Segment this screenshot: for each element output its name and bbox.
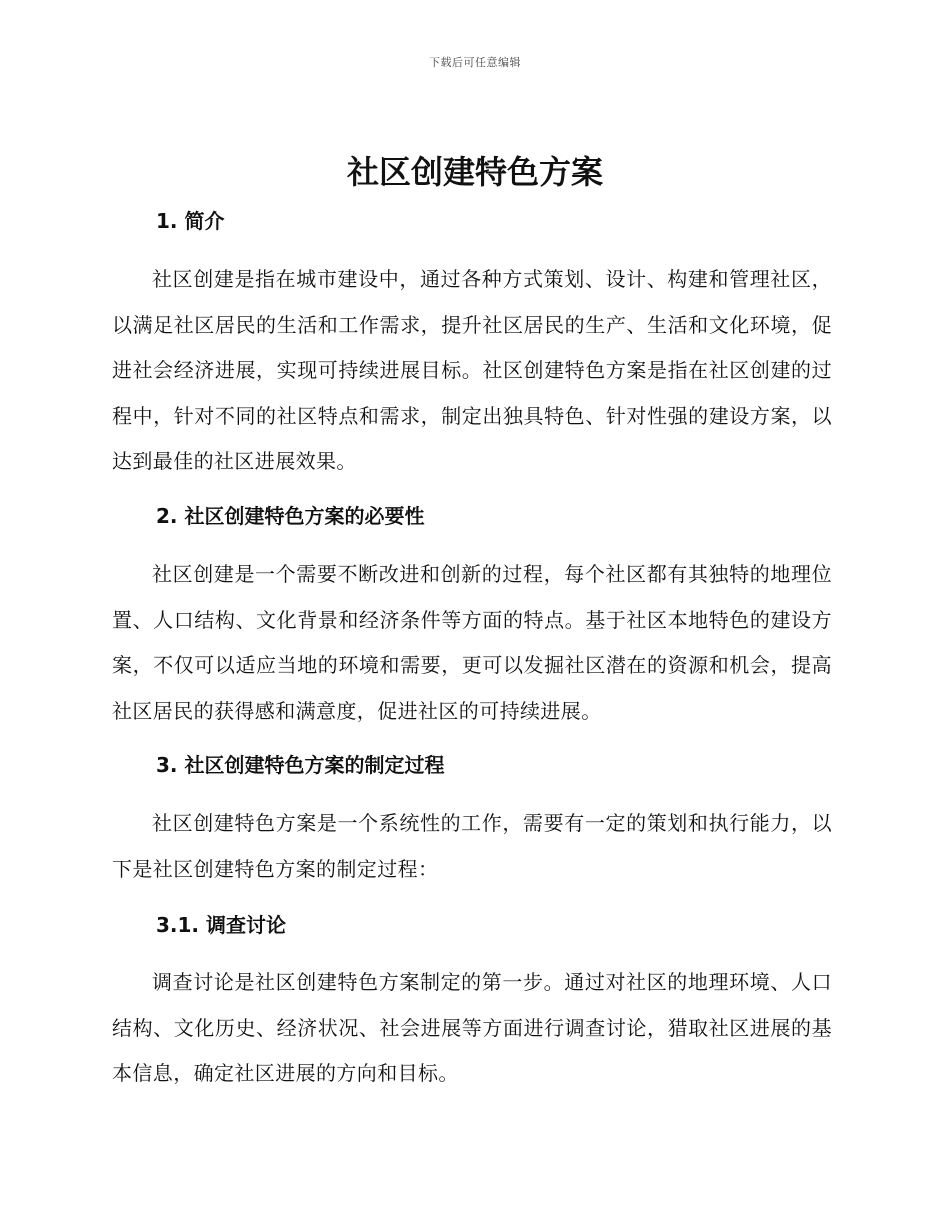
section-paragraph-necessity: 社区创建是一个需要不断改进和创新的过程，每个社区都有其独特的地理位置、人口结构、文化背景和经济条件等方面的特点。基于社区本地特色的建设方案，不仅可以适应当地的环境和需要，更可以发掘社区潜在的资源和机会，提高社区居民的获得感和满意度，促进社区的可持续进展。	[112, 562, 832, 723]
section-paragraph-process: 社区创建特色方案是一个系统性的工作，需要有一定的策划和执行能力，以下是社区创建特色方案的制定过程：	[112, 811, 832, 881]
section-heading-necessity: 2. 社区创建特色方案的必要性	[156, 504, 425, 528]
section-paragraph-survey: 调查讨论是社区创建特色方案制定的第一步。通过对社区的地理环境、人口结构、文化历史、经济状况、社会进展等方面进行调查讨论，猎取社区进展的基本信息，确定社区进展的方向和目标。	[112, 970, 832, 1085]
section-heading-survey: 3.1. 调查讨论	[156, 913, 286, 937]
header-note: 下载后可任意编辑	[429, 56, 521, 69]
section-heading-process: 3. 社区创建特色方案的制定过程	[156, 753, 445, 777]
section-heading-intro: 1. 简介	[156, 209, 225, 233]
section-paragraph-intro: 社区创建是指在城市建设中，通过各种方式策划、设计、构建和管理社区，以满足社区居民的生活和工作需求，提升社区居民的生产、生活和文化环境，促进社会经济进展，实现可持续进展目标。社区创建特色方案是指在社区创建的过程中，针对不同的社区特点和需求，制定出独具特色、针对性强的建设方案，以达到最佳的社区进展效果。	[112, 267, 832, 473]
document-title: 社区创建特色方案	[346, 153, 603, 191]
